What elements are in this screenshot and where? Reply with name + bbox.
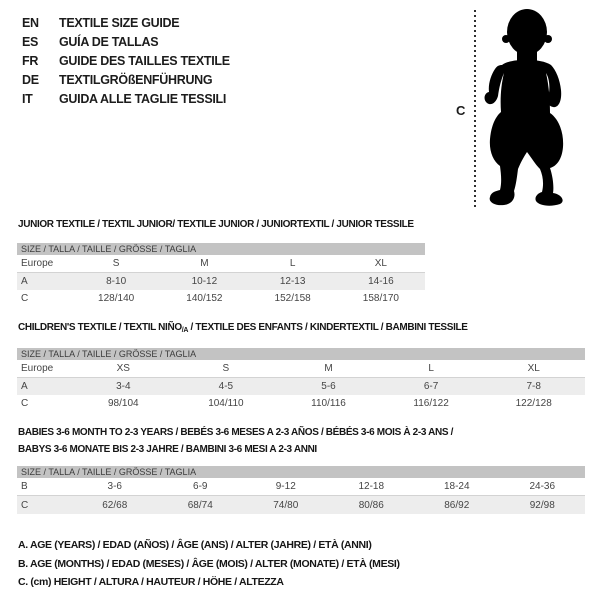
- measure-legend: [18, 536, 400, 592]
- table-cell: 128/140: [98, 293, 135, 304]
- language-label: GUÍA DE TALLAS: [59, 34, 159, 49]
- language-row: [22, 51, 230, 70]
- children-title-main: CHILDREN'S TEXTILE / TEXTIL NIÑO: [18, 322, 182, 333]
- language-row: [22, 70, 230, 89]
- babies-size-table: [17, 466, 585, 514]
- table-cell: 104/110: [208, 398, 244, 409]
- table-cell: XL: [527, 363, 540, 374]
- table-cell: 18-24: [443, 481, 470, 492]
- language-row: [22, 32, 230, 51]
- table-row: [17, 273, 425, 290]
- table-cell: 3-4: [116, 381, 131, 392]
- table-cell: 122/128: [515, 398, 552, 409]
- table-cell: 86/92: [444, 499, 470, 511]
- language-code: EN: [22, 15, 39, 30]
- legend-line-c: C. (cm) HEIGHT / ALTURA / HAUTEUR / HÖHE / ALTEZZA: [18, 576, 284, 589]
- children-title-rest: / TEXTILE DES ENFANTS / KINDERTEXTIL / BAMBINI TESSILE: [188, 322, 468, 333]
- table-cell: 62/68: [102, 499, 128, 511]
- table-cell: 12-13: [279, 276, 306, 287]
- language-list: [22, 13, 230, 108]
- table-cell: 140/152: [186, 293, 223, 304]
- babies-title-line1: BABIES 3-6 MONTH TO 2-3 YEARS / BEBÉS 3-6 MESES A 2-3 AÑOS / BÉBÉS 3-6 MOIS À 2-3 ANS /: [18, 427, 454, 438]
- language-row: [22, 89, 230, 108]
- table-cell: 4-5: [218, 381, 234, 392]
- row-label: Europe: [21, 363, 54, 374]
- table-cell: M: [324, 363, 333, 374]
- table-cell: 98/104: [108, 398, 139, 409]
- children-section-title: [18, 322, 468, 334]
- language-row: [22, 13, 230, 32]
- table-cell: 3-6: [107, 481, 122, 492]
- language-code: FR: [22, 53, 39, 68]
- table-cell: M: [200, 258, 209, 269]
- junior-size-table: [17, 243, 425, 307]
- table-cell: L: [428, 363, 434, 374]
- table-cell: 9-12: [275, 481, 296, 492]
- babies-size-header: SIZE / TALLA / TAILLE / GRÖSSE / TAGLIA: [17, 466, 585, 478]
- junior-size-header: SIZE / TALLA / TAILLE / GRÖSSE / TAGLIA: [17, 243, 425, 255]
- table-row: [17, 290, 425, 307]
- language-code: DE: [22, 72, 39, 87]
- table-cell: 74/80: [273, 499, 299, 511]
- row-label: B: [21, 481, 28, 492]
- table-cell: 80/86: [358, 499, 384, 511]
- legend-line-b: B. AGE (MONTHS) / EDAD (MESES) / ÂGE (MOIS) / ALTER (MONATE) / ETÀ (MESI): [18, 557, 400, 570]
- language-label: GUIDA ALLE TAGLIE TESSILI: [59, 91, 227, 106]
- babies-section-title: [18, 424, 453, 458]
- row-label: C: [21, 398, 29, 409]
- children-size-table: [17, 348, 585, 412]
- legend-line-a: A. AGE (YEARS) / EDAD (AÑOS) / ÂGE (ANS) / ALTER (JAHRE) / ETÀ (ANNI): [18, 539, 372, 551]
- table-cell: 7-8: [526, 381, 541, 392]
- language-code: ES: [22, 34, 39, 49]
- table-row: [17, 255, 425, 273]
- children-title-subscript: /A: [181, 327, 189, 334]
- table-cell: XL: [374, 258, 387, 269]
- table-cell: 68/74: [187, 499, 213, 511]
- table-cell: 6-9: [193, 481, 208, 492]
- junior-section-title: JUNIOR TEXTILE / TEXTIL JUNIOR/ TEXTILE JUNIOR / JUNIORTEXTIL / JUNIOR TESSILE: [18, 219, 414, 230]
- language-label: GUIDE DES TAILLES TEXTILE: [59, 53, 230, 68]
- table-cell: L: [289, 258, 296, 269]
- table-row: [17, 378, 585, 395]
- table-cell: 10-12: [191, 276, 218, 287]
- table-row: [17, 395, 585, 412]
- row-label: C: [21, 499, 29, 511]
- table-cell: 152/158: [274, 293, 311, 304]
- table-cell: S: [112, 258, 120, 269]
- table-cell: 116/122: [413, 398, 449, 409]
- table-row: [17, 360, 585, 378]
- table-cell: 158/170: [362, 293, 399, 304]
- table-cell: 110/116: [311, 398, 346, 409]
- table-cell: XS: [116, 363, 130, 374]
- baby-silhouette-shape: [485, 9, 564, 206]
- row-label: C: [21, 293, 29, 304]
- table-cell: S: [222, 363, 230, 374]
- baby-silhouette-icon: [481, 8, 571, 208]
- table-cell: 24-36: [529, 481, 556, 492]
- table-cell: 5-6: [321, 381, 336, 392]
- height-dotted-line: [474, 10, 476, 208]
- row-label: Europe: [21, 258, 54, 269]
- height-measure-label: C: [456, 103, 466, 118]
- language-label: TEXTILGRÖßENFÜHRUNG: [59, 72, 213, 87]
- table-cell: 92/98: [529, 499, 555, 511]
- table-cell: 8-10: [106, 276, 127, 287]
- table-cell: 12-18: [358, 481, 385, 492]
- table-cell: 14-16: [368, 276, 394, 287]
- row-label: A: [21, 276, 28, 287]
- table-row: [17, 496, 585, 514]
- babies-title-line2: BABYS 3-6 MONATE BIS 2-3 JAHRE / BAMBINI 3-6 MESI A 2-3 ANNI: [18, 444, 317, 455]
- row-label: A: [21, 381, 28, 392]
- table-row: [17, 478, 585, 496]
- table-cell: 6-7: [423, 381, 439, 392]
- language-code: IT: [22, 91, 33, 106]
- children-size-header: SIZE / TALLA / TAILLE / GRÖSSE / TAGLIA: [17, 348, 585, 360]
- language-label: TEXTILE SIZE GUIDE: [59, 15, 180, 30]
